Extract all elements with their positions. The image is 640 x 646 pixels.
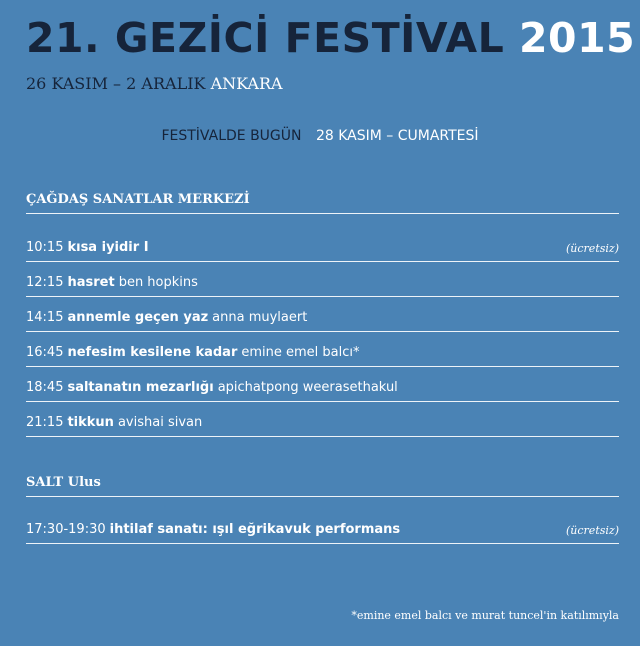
today-banner (0, 128, 640, 144)
schedule-row[interactable] (26, 235, 619, 262)
screening-time: 14:15 (26, 310, 64, 325)
venue-heading-salt-ulus: SALT Ulus (26, 475, 619, 497)
schedule-row[interactable] (26, 517, 619, 544)
festival-dates: 26 KASIM – 2 ARALIK (26, 74, 206, 93)
screening-time: 10:15 (26, 240, 64, 255)
screening-time: 17:30-19:30 (26, 522, 106, 537)
festival-title-main: 21. GEZİCİ FESTİVAL (26, 14, 505, 62)
film-director: ben hopkins (118, 275, 198, 290)
film-title[interactable]: kısa iyidir I (67, 240, 149, 255)
schedule-row[interactable] (26, 410, 619, 437)
footnote: *emine emel balcı ve murat tuncel'in katılımıyla (351, 609, 619, 622)
schedule-row[interactable] (26, 340, 619, 367)
festival-title (26, 14, 635, 62)
film-title[interactable]: nefesim kesilene kadar (67, 345, 238, 360)
film-director: anna muylaert (212, 310, 308, 325)
film-title[interactable]: tikkun (67, 415, 114, 430)
festival-city: ANKARA (210, 74, 283, 93)
film-title[interactable]: ihtilaf sanatı: ışıl eğrikavuk performans (109, 522, 401, 537)
festival-dates-line (26, 74, 283, 93)
venue-heading-csm: ÇAĞDAŞ SANATLAR MERKEZİ (26, 192, 619, 214)
film-title[interactable]: annemle geçen yaz (67, 310, 209, 325)
screening-time: 16:45 (26, 345, 64, 360)
today-label: FESTİVALDE BUGÜN (161, 128, 302, 144)
schedule-row[interactable] (26, 375, 619, 402)
screening-time: 18:45 (26, 380, 64, 395)
schedule-row[interactable] (26, 270, 619, 297)
screening-time: 12:15 (26, 275, 64, 290)
film-director: avishai sivan (117, 415, 203, 430)
film-title[interactable]: saltanatın mezarlığı (67, 380, 214, 395)
schedule-row[interactable] (26, 305, 619, 332)
film-director: apichatpong weerasethakul (217, 380, 398, 395)
screening-time: 21:15 (26, 415, 64, 430)
today-date: 28 KASIM – CUMARTESİ (315, 128, 479, 144)
free-badge: (ücretsiz) (566, 242, 619, 255)
free-badge: (ücretsiz) (566, 524, 619, 537)
festival-title-year: 2015 (519, 14, 636, 62)
film-director: emine emel balcı* (241, 345, 360, 360)
film-title[interactable]: hasret (67, 275, 115, 290)
